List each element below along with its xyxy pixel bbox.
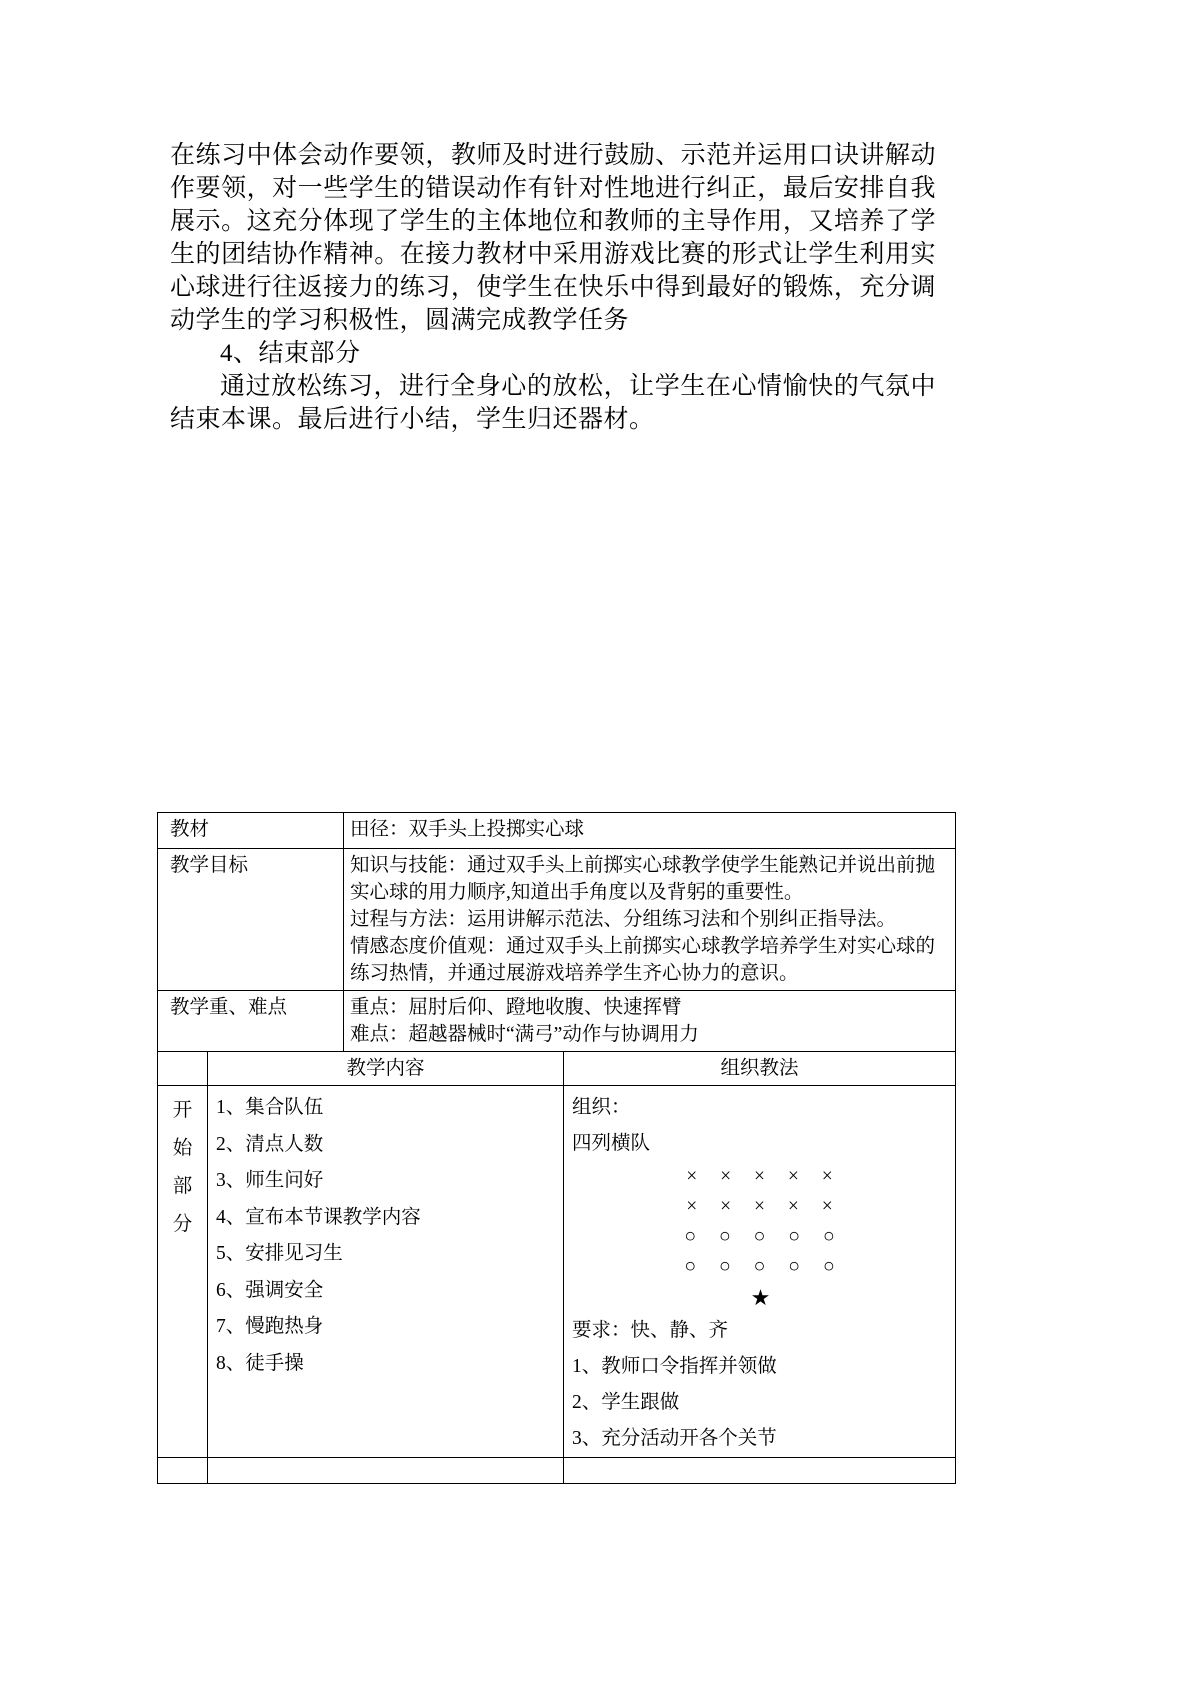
organization-step: 1、教师口令指挥并领做: [572, 1356, 777, 1377]
objective-process-method: 过程与方法：运用讲解示范法、分组练习法和个别纠正指导法。: [350, 909, 897, 930]
content-item: 3、师生问好: [216, 1170, 324, 1191]
organization-step: 2、学生跟做: [572, 1392, 680, 1413]
formation-row-circle: ○ ○ ○ ○ ○: [684, 1256, 837, 1277]
body-text-block: [170, 139, 936, 436]
header-empty-cell: [158, 1052, 208, 1086]
key-points-content: [344, 991, 956, 1052]
stage-char: 始: [172, 1138, 193, 1159]
empty-cell: [208, 1458, 564, 1484]
material-label: 教材: [158, 813, 344, 849]
objective-knowledge-skill: 知识与技能：通过双手头上前掷实心球教学使学生能熟记并说出前抛实心球的用力顺序,知道出手角度以及背躬的重要性。: [350, 855, 936, 903]
table-row-headers: [158, 1052, 956, 1086]
content-item: 1、集合队伍: [216, 1097, 324, 1118]
content-item: 4、宣布本节课教学内容: [216, 1206, 421, 1228]
table-row-empty: [158, 1458, 956, 1484]
organization-step: 3、充分活动开各个关节: [572, 1428, 777, 1449]
formation-row-x: × × × × ×: [686, 1166, 835, 1187]
content-item: 5、安排见习生: [216, 1243, 343, 1264]
formation-row-circle: ○ ○ ○ ○ ○: [684, 1226, 837, 1247]
paragraph-practice-summary: 在练习中体会动作要领，教师及时进行鼓励、示范并运用口诀讲解动作要领，对一些学生的错误动作有针对性地进行纠正，最后安排自我展示。这充分体现了学生的主体地位和教师的主导作用，又培养了学生的团结协作精神。在接力教材中采用游戏比赛的形式让学生利用实心球进行往返接力的练习，使学生在快乐中得到最好的锻炼，充分调动学生的学习积极性，圆满完成教学任务: [170, 142, 936, 334]
heading-ending-section: 4、结束部分: [220, 340, 361, 367]
key-point-line: 重点：屈肘后仰、蹬地收腹、快速挥臂: [350, 997, 682, 1018]
stage-label-vertical: [158, 1086, 208, 1458]
organization-method-cell: [564, 1086, 956, 1458]
requirements-line: 要求：快、静、齐: [572, 1320, 729, 1341]
header-organization-method: 组织教法: [564, 1052, 956, 1086]
table-row-start-stage: [158, 1086, 956, 1458]
difficult-point-line: 难点：超越器械时“满弓”动作与协调用力: [350, 1024, 699, 1045]
empty-cell: [564, 1458, 956, 1484]
content-item: 8、徒手操: [216, 1352, 304, 1374]
teaching-content-list: [208, 1086, 564, 1458]
organization-title: 组织：: [572, 1097, 631, 1118]
header-teaching-content: 教学内容: [208, 1052, 564, 1086]
lesson-plan-table: [157, 812, 956, 1484]
content-item: 2、清点人数: [216, 1133, 324, 1155]
material-content: 田径：双手头上投掷实心球: [344, 813, 956, 849]
content-item: 7、慢跑热身: [216, 1316, 324, 1337]
stage-char: 开: [172, 1100, 193, 1121]
paragraph-ending-section: 通过放松练习，进行全身心的放松，让学生在心情愉快的气氛中结束本课。最后进行小结，学生归还器材。: [170, 373, 936, 433]
stage-char: 部: [172, 1176, 193, 1197]
empty-cell: [158, 1458, 208, 1484]
formation-row-x: × × × × ×: [686, 1196, 835, 1217]
key-points-label: 教学重、难点: [158, 991, 344, 1052]
table-row-key-points: [158, 991, 956, 1052]
stage-char: 分: [172, 1214, 193, 1235]
formation-label: 四列横队: [572, 1133, 651, 1154]
table-row-objectives: [158, 849, 956, 991]
objectives-label: 教学目标: [158, 849, 344, 991]
objective-emotion-value: 情感态度价值观：通过双手头上前掷实心球教学培养学生对实心球的练习热情，并通过展游戏培养学生齐心协力的意识。: [350, 936, 936, 984]
objectives-content: [344, 849, 956, 991]
teacher-star-icon: ★: [750, 1285, 771, 1310]
content-item: 6、强调安全: [216, 1279, 324, 1301]
table-row-material: [158, 813, 956, 849]
